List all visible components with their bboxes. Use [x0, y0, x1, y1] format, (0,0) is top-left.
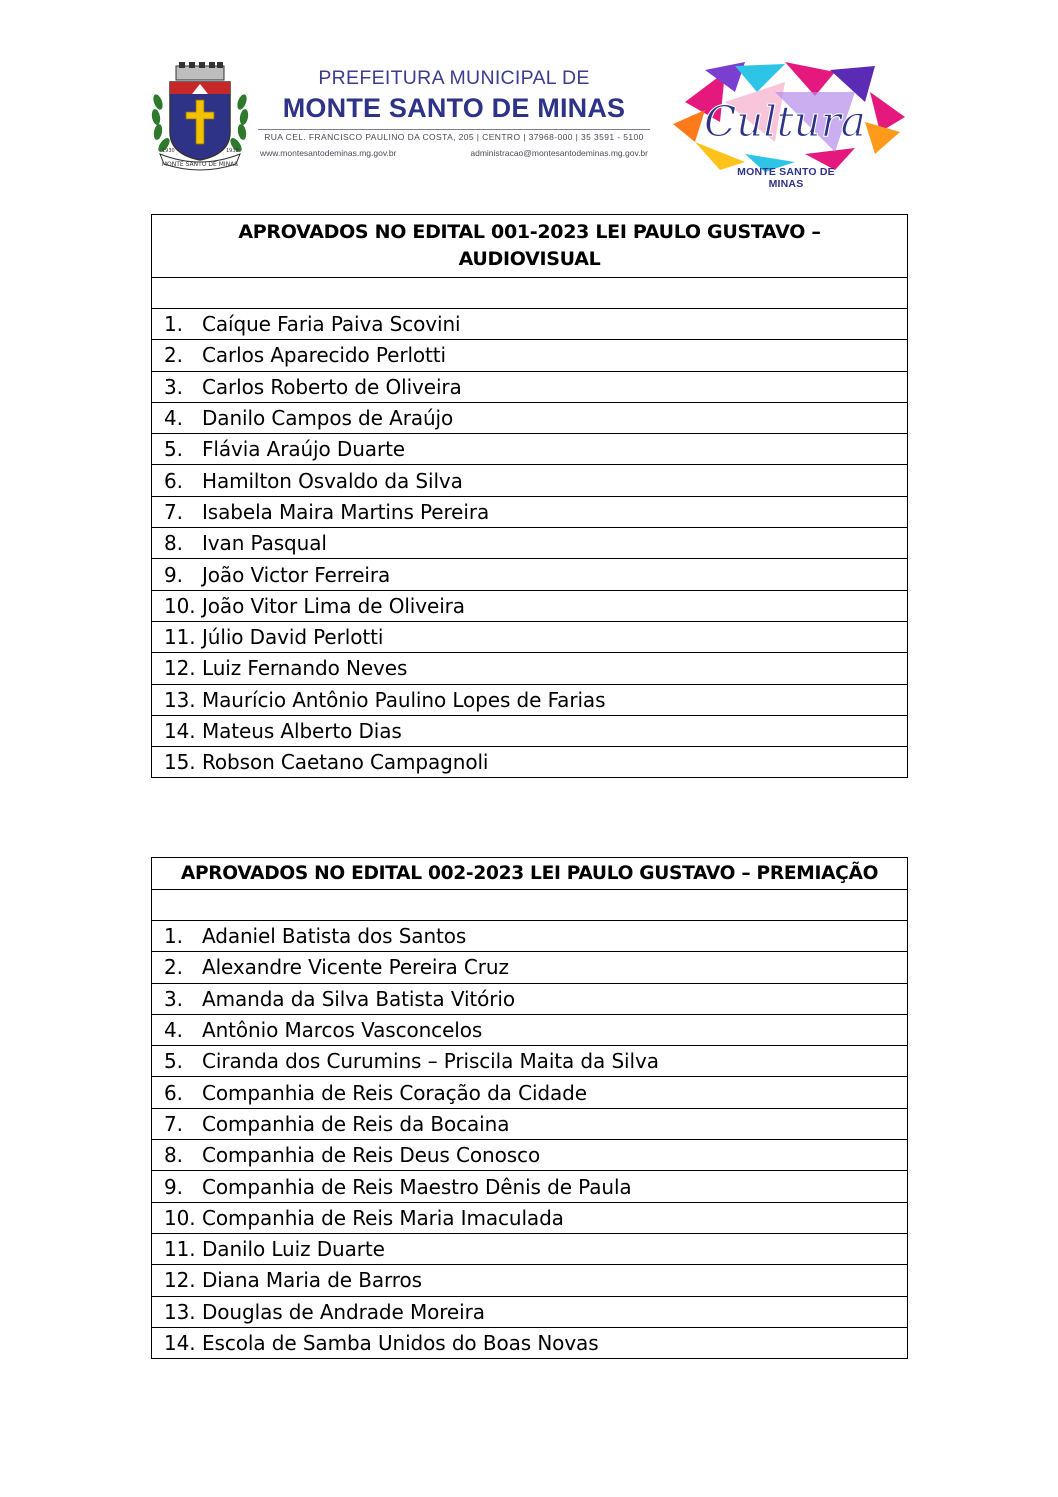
table-row — [152, 716, 907, 747]
row-number: 12. — [164, 1268, 196, 1293]
row-number: 11. — [164, 1237, 196, 1262]
row-number: 4. — [164, 1018, 183, 1043]
row-number: 15. — [164, 750, 196, 775]
table-row — [152, 465, 907, 496]
table-empty-row — [152, 278, 907, 309]
cultura-logo-word: Cultura — [704, 97, 866, 146]
row-name: Companhia de Reis Maria Imaculada — [202, 1205, 564, 1230]
row-number: 7. — [164, 499, 183, 524]
row-number: 2. — [164, 955, 183, 980]
letterhead-municipality-name: MONTE SANTO DE MINAS — [282, 93, 626, 123]
row-number: 6. — [164, 1080, 183, 1105]
row-name: Douglas de Andrade Moreira — [202, 1299, 485, 1324]
row-name: Diana Maria de Barros — [202, 1268, 422, 1293]
row-name: Danilo Luiz Duarte — [202, 1237, 385, 1262]
table-row — [152, 434, 907, 465]
row-name: Mateus Alberto Dias — [202, 719, 402, 743]
row-name: Danilo Campos de Araújo — [202, 406, 454, 431]
row-name: Adaniel Batista dos Santos — [202, 924, 467, 949]
table-row — [152, 497, 907, 528]
row-number: 11. — [164, 625, 196, 650]
table-row — [152, 403, 907, 434]
table-row — [152, 1077, 907, 1108]
row-name: Alexandre Vicente Pereira Cruz — [202, 955, 509, 980]
approved-table-audiovisual — [151, 214, 908, 778]
row-number: 13. — [164, 687, 196, 712]
row-name: Flávia Araújo Duarte — [202, 437, 406, 462]
svg-text:1938: 1938 — [226, 148, 239, 154]
table-title: APROVADOS NO EDITAL 002-2023 LEI PAULO GUSTAVO – PREMIAÇÃO — [152, 858, 907, 890]
table-row — [152, 921, 907, 952]
letterhead-divider — [258, 129, 650, 130]
row-number: 3. — [164, 986, 183, 1011]
table-row — [152, 1015, 907, 1046]
table-row — [152, 622, 907, 653]
svg-text:1930: 1930 — [162, 148, 175, 154]
row-name: Carlos Roberto de Oliveira — [202, 374, 462, 399]
row-name: Hamilton Osvaldo da Silva — [202, 468, 463, 493]
row-name: Companhia de Reis Coração da Cidade — [202, 1080, 587, 1105]
row-number: 14. — [164, 1331, 196, 1355]
row-number: 13. — [164, 1299, 196, 1324]
approved-table-premiacao — [151, 857, 908, 1359]
row-number: 9. — [164, 1174, 183, 1199]
table-row — [152, 1140, 907, 1171]
table-row — [152, 528, 907, 559]
row-name: Antônio Marcos Vasconcelos — [202, 1018, 483, 1043]
row-number: 5. — [164, 437, 183, 462]
table-row — [152, 372, 907, 403]
row-name: Ciranda dos Curumins – Priscila Maita da Silva — [202, 1049, 659, 1074]
table-empty-row — [152, 890, 907, 921]
cultura-logo-subtitle: MONTE SANTO DE MINAS — [737, 166, 835, 190]
svg-text:MONTE SANTO DE MINAS: MONTE SANTO DE MINAS — [161, 161, 239, 168]
table-title — [152, 215, 907, 278]
row-name: Companhia de Reis da Bocaina — [202, 1111, 510, 1136]
table-title-line2: AUDIOVISUAL — [458, 248, 601, 270]
row-number: 8. — [164, 1143, 183, 1168]
table-row — [152, 952, 907, 983]
table-row — [152, 685, 907, 716]
table-row — [152, 1265, 907, 1296]
row-number: 14. — [164, 719, 196, 743]
row-name: Carlos Aparecido Perlotti — [202, 343, 446, 368]
row-number: 2. — [164, 343, 183, 368]
row-name: Companhia de Reis Deus Conosco — [202, 1143, 541, 1168]
table-row — [152, 1046, 907, 1077]
table-rows — [152, 309, 907, 778]
table-row — [152, 1234, 907, 1265]
table-row — [152, 1203, 907, 1234]
table-row — [152, 340, 907, 371]
table-row — [152, 1171, 907, 1202]
table-row — [152, 984, 907, 1015]
row-number: 1. — [164, 924, 183, 949]
table-row — [152, 1328, 907, 1359]
row-number: 7. — [164, 1111, 183, 1136]
row-number: 3. — [164, 374, 183, 399]
row-number: 10. — [164, 593, 196, 618]
row-number: 1. — [164, 312, 183, 337]
row-name: João Victor Ferreira — [202, 562, 391, 587]
row-name: Luiz Fernando Neves — [202, 656, 408, 681]
table-row — [152, 591, 907, 622]
row-name: Maurício Antônio Paulino Lopes de Farias — [202, 687, 606, 712]
row-name: João Vitor Lima de Oliveira — [202, 593, 465, 618]
row-number: 9. — [164, 562, 183, 587]
letterhead-line1: PREFEITURA MUNICIPAL DE — [318, 67, 590, 89]
row-number: 6. — [164, 468, 183, 493]
row-number: 8. — [164, 531, 183, 556]
row-number: 10. — [164, 1205, 196, 1230]
table-row — [152, 653, 907, 684]
table-row — [152, 309, 907, 340]
table-row — [152, 559, 907, 590]
table-title-line1: APROVADOS NO EDITAL 001-2023 LEI PAULO GUSTAVO – — [238, 221, 821, 243]
row-number: 12. — [164, 656, 196, 681]
table-rows — [152, 921, 907, 1359]
table-row — [152, 1297, 907, 1328]
row-name: Ivan Pasqual — [202, 531, 327, 556]
table-row — [152, 747, 907, 778]
coat-of-arms-logo — [150, 62, 250, 172]
row-name: Amanda da Silva Batista Vitório — [202, 986, 516, 1011]
letterhead-email: administracao@montesantodeminas.mg.gov.br — [470, 148, 648, 158]
row-number: 5. — [164, 1049, 183, 1074]
row-name: Escola de Samba Unidos do Boas Novas — [202, 1331, 599, 1355]
letterhead — [258, 66, 650, 158]
row-name: Companhia de Reis Maestro Dênis de Paula — [202, 1174, 632, 1199]
row-name: Caíque Faria Paiva Scovini — [202, 312, 461, 337]
row-name: Júlio David Perlotti — [202, 625, 384, 650]
letterhead-website: www.montesantodeminas.mg.gov.br — [260, 148, 397, 158]
row-name: Robson Caetano Campagnoli — [202, 750, 489, 775]
letterhead-address: RUA CEL. FRANCISCO PAULINO DA COSTA, 205 | CENTRO | 37968-000 | 35 3591 - 5100 — [264, 132, 644, 142]
table-row — [152, 1109, 907, 1140]
row-number: 4. — [164, 406, 183, 431]
row-name: Isabela Maira Martins Pereira — [202, 499, 490, 524]
